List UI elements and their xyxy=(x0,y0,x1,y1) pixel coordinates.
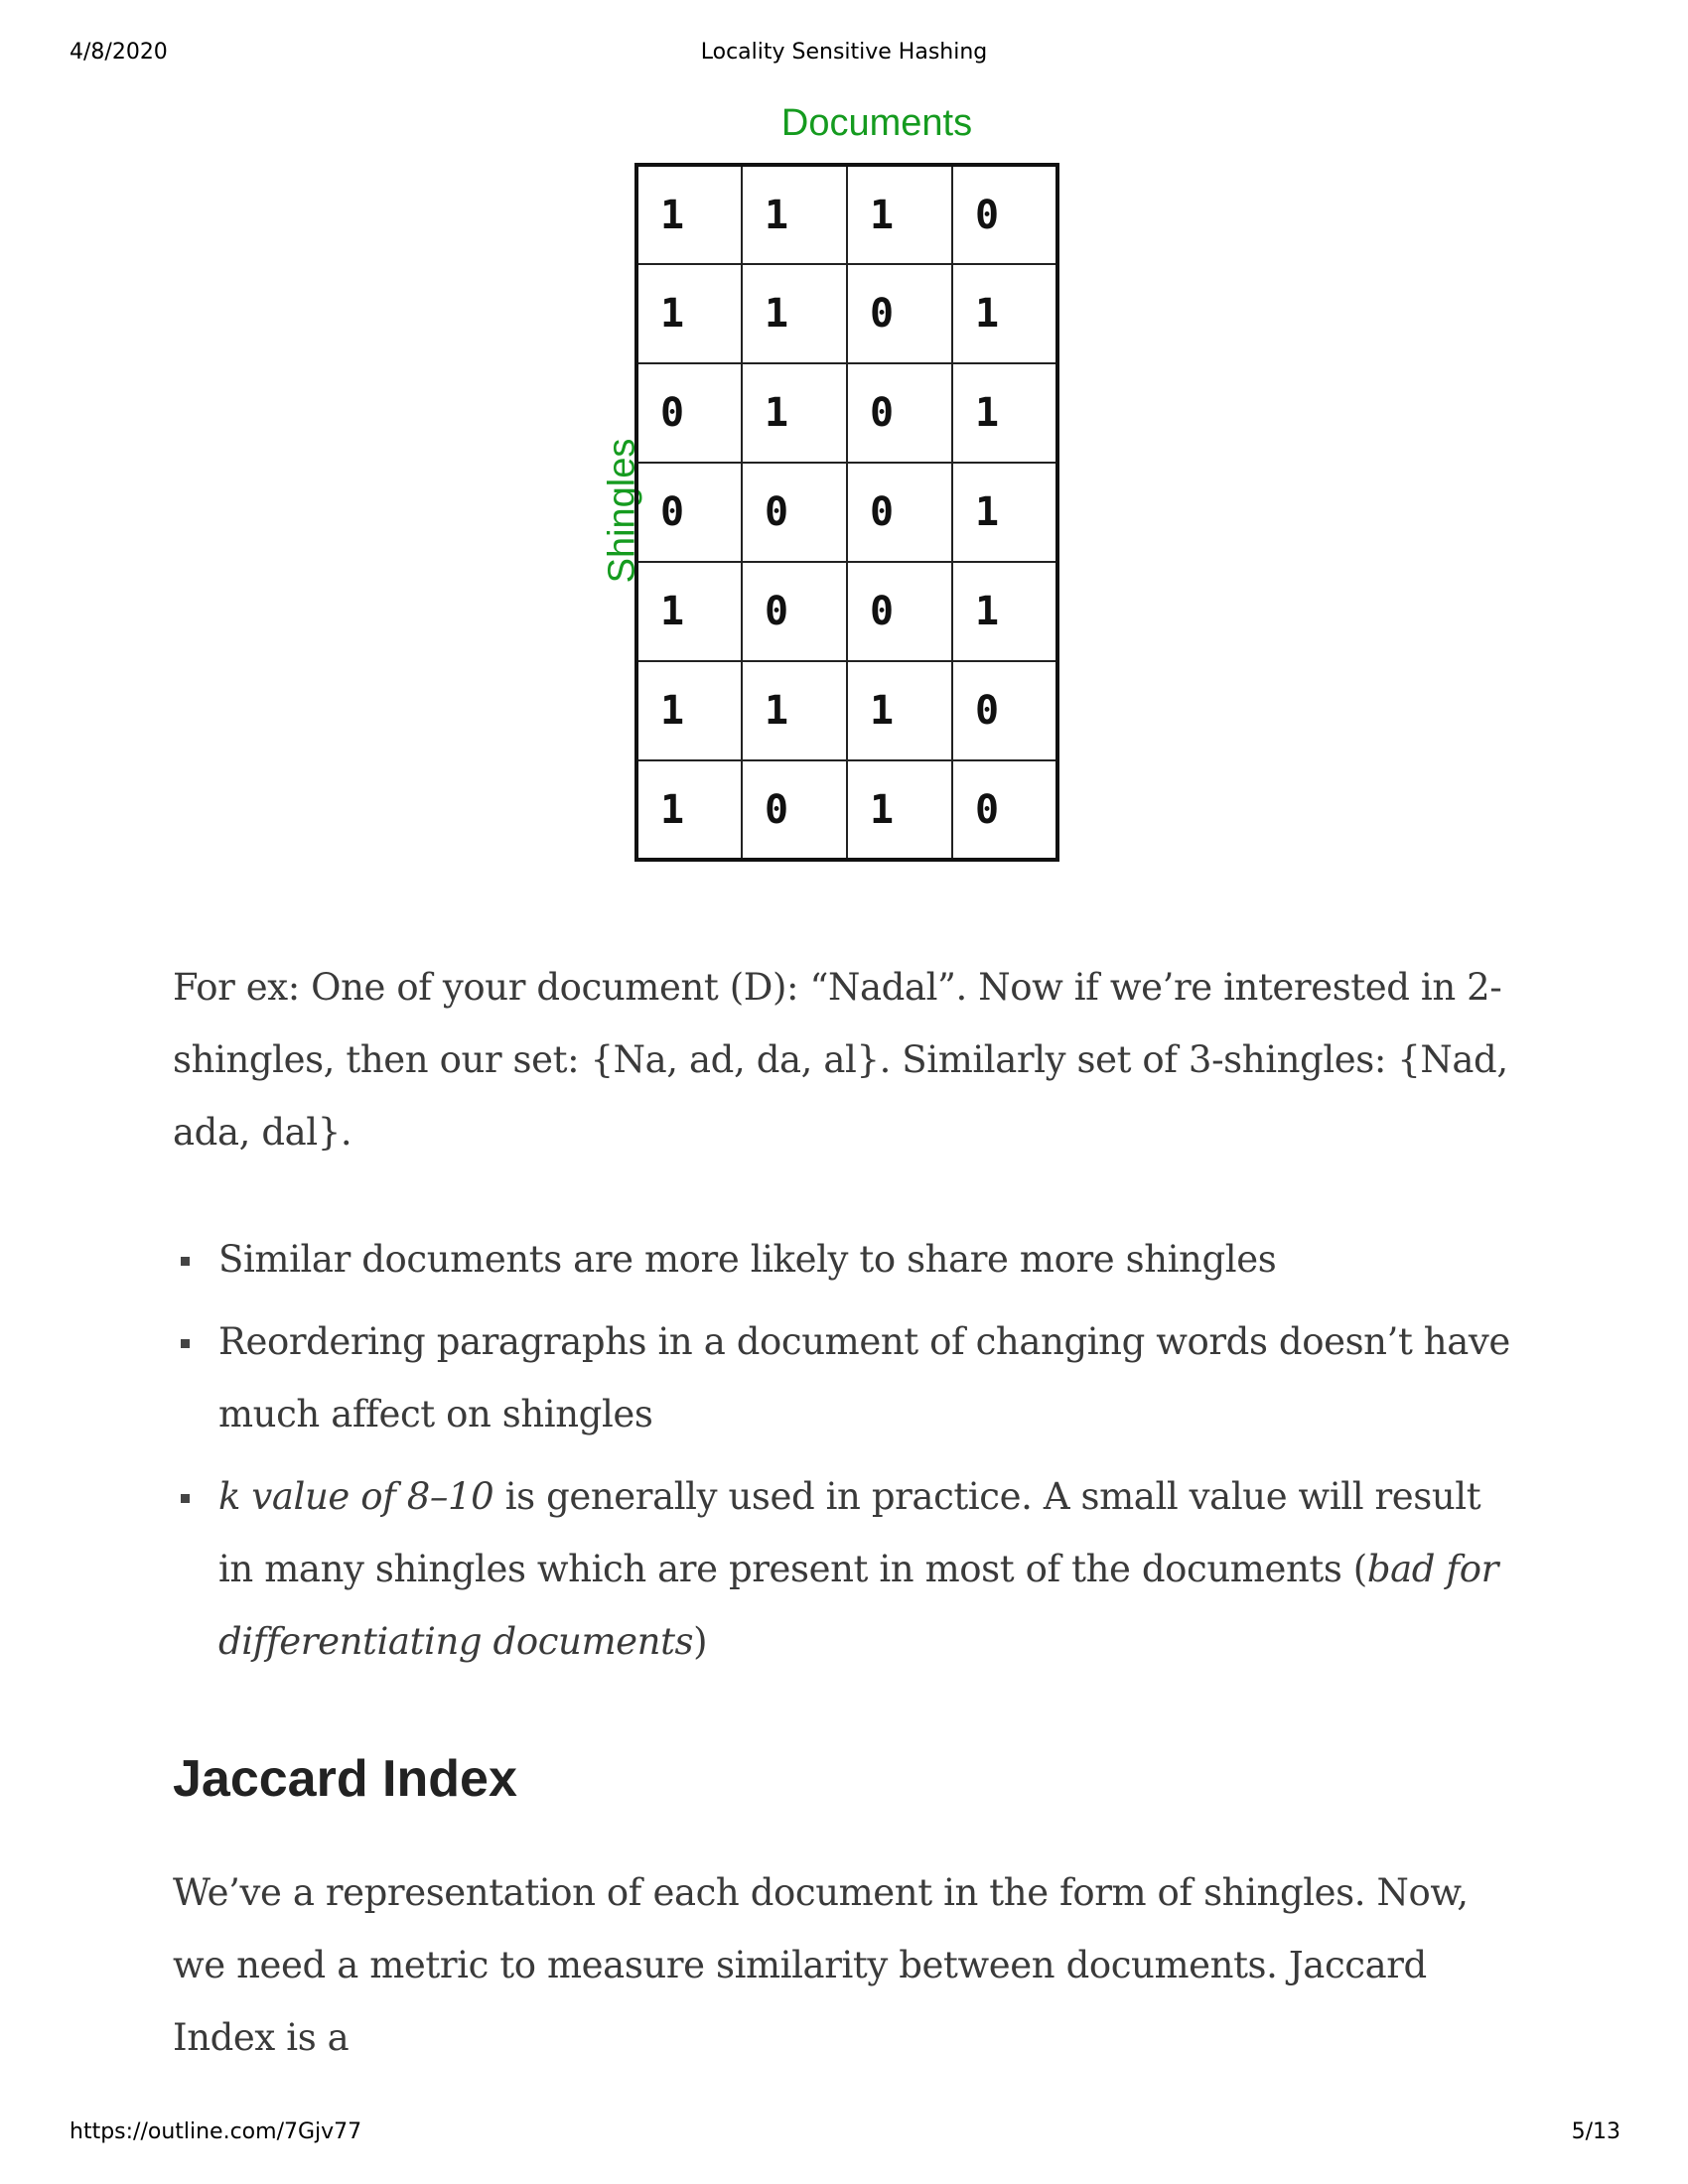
print-header xyxy=(0,40,1688,69)
k-value-emphasis: k value of 8–10 xyxy=(218,1475,494,1518)
shingle-matrix xyxy=(634,163,1059,862)
print-date: 4/8/2020 xyxy=(70,40,168,65)
jaccard-paragraph-wrap xyxy=(173,1856,1523,2074)
matrix-cell: 1 xyxy=(636,562,742,661)
shingle-matrix-figure xyxy=(579,97,1085,877)
print-url: https://outline.com/7Gjv77 xyxy=(70,2119,362,2144)
matrix-cell: 0 xyxy=(742,760,847,860)
print-page-number: 5/13 xyxy=(1571,2119,1620,2144)
matrix-cell: 0 xyxy=(847,463,952,562)
list-item xyxy=(173,1460,1523,1678)
matrix-row xyxy=(636,760,1057,860)
matrix-cell: 1 xyxy=(636,661,742,760)
matrix-cell: 0 xyxy=(847,264,952,363)
jaccard-paragraph: We’ve a representation of each document in the form of shingles. Now, we need a metric to measure similarity between documents. Jaccard Index is a xyxy=(173,1871,1469,2059)
print-title: Locality Sensitive Hashing xyxy=(700,40,988,65)
matrix-cell: 1 xyxy=(742,363,847,463)
list-item-end: ) xyxy=(693,1620,708,1663)
matrix-row xyxy=(636,363,1057,463)
matrix-cell: 0 xyxy=(952,165,1057,264)
matrix-cell: 1 xyxy=(742,264,847,363)
documents-axis-label: Documents xyxy=(780,102,973,144)
list-item: Similar documents are more likely to share more shingles xyxy=(173,1223,1523,1296)
section-heading: Jaccard Index xyxy=(173,1750,517,1808)
matrix-cell: 1 xyxy=(952,264,1057,363)
list-item: Reordering paragraphs in a document of changing words doesn’t have much affect on shingles xyxy=(173,1305,1523,1450)
matrix-cell: 0 xyxy=(636,363,742,463)
matrix-cell: 1 xyxy=(636,760,742,860)
example-paragraph: For ex: One of your document (D): “Nadal”. Now if we’re interested in 2-shingles, then our set: {Na, ad, da, al}. Similarly set of 3-shingles: {Nad, ada, dal}. xyxy=(173,966,1508,1154)
shingles-axis-label: Shingles xyxy=(601,438,643,584)
matrix-cell: 0 xyxy=(847,363,952,463)
matrix-cell: 1 xyxy=(952,363,1057,463)
matrix-cell: 1 xyxy=(847,165,952,264)
matrix-cell: 0 xyxy=(952,760,1057,860)
matrix-row xyxy=(636,562,1057,661)
matrix-row xyxy=(636,165,1057,264)
matrix-cell: 0 xyxy=(847,562,952,661)
matrix-cell: 0 xyxy=(636,463,742,562)
bad-for-emphasis: bad for differentiating documents xyxy=(218,1548,1498,1663)
matrix-cell: 1 xyxy=(636,264,742,363)
bullet-section xyxy=(173,1223,1523,1688)
matrix-cell: 0 xyxy=(952,661,1057,760)
matrix-row xyxy=(636,661,1057,760)
matrix-cell: 0 xyxy=(742,463,847,562)
print-footer xyxy=(0,2119,1688,2149)
matrix-cell: 1 xyxy=(742,165,847,264)
matrix-cell: 1 xyxy=(952,562,1057,661)
matrix-cell: 1 xyxy=(847,661,952,760)
matrix-row xyxy=(636,463,1057,562)
matrix-cell: 1 xyxy=(742,661,847,760)
matrix-cell: 1 xyxy=(952,463,1057,562)
list-item-text: is generally used in practice. A small value will result in many shingles which are present in most of the documents ( xyxy=(218,1475,1481,1590)
matrix-cell: 1 xyxy=(847,760,952,860)
bullet-list xyxy=(173,1223,1523,1678)
matrix-cell: 1 xyxy=(636,165,742,264)
matrix-cell: 0 xyxy=(742,562,847,661)
matrix-row xyxy=(636,264,1057,363)
jaccard-section xyxy=(173,1749,1523,1809)
article-body xyxy=(173,951,1523,1168)
